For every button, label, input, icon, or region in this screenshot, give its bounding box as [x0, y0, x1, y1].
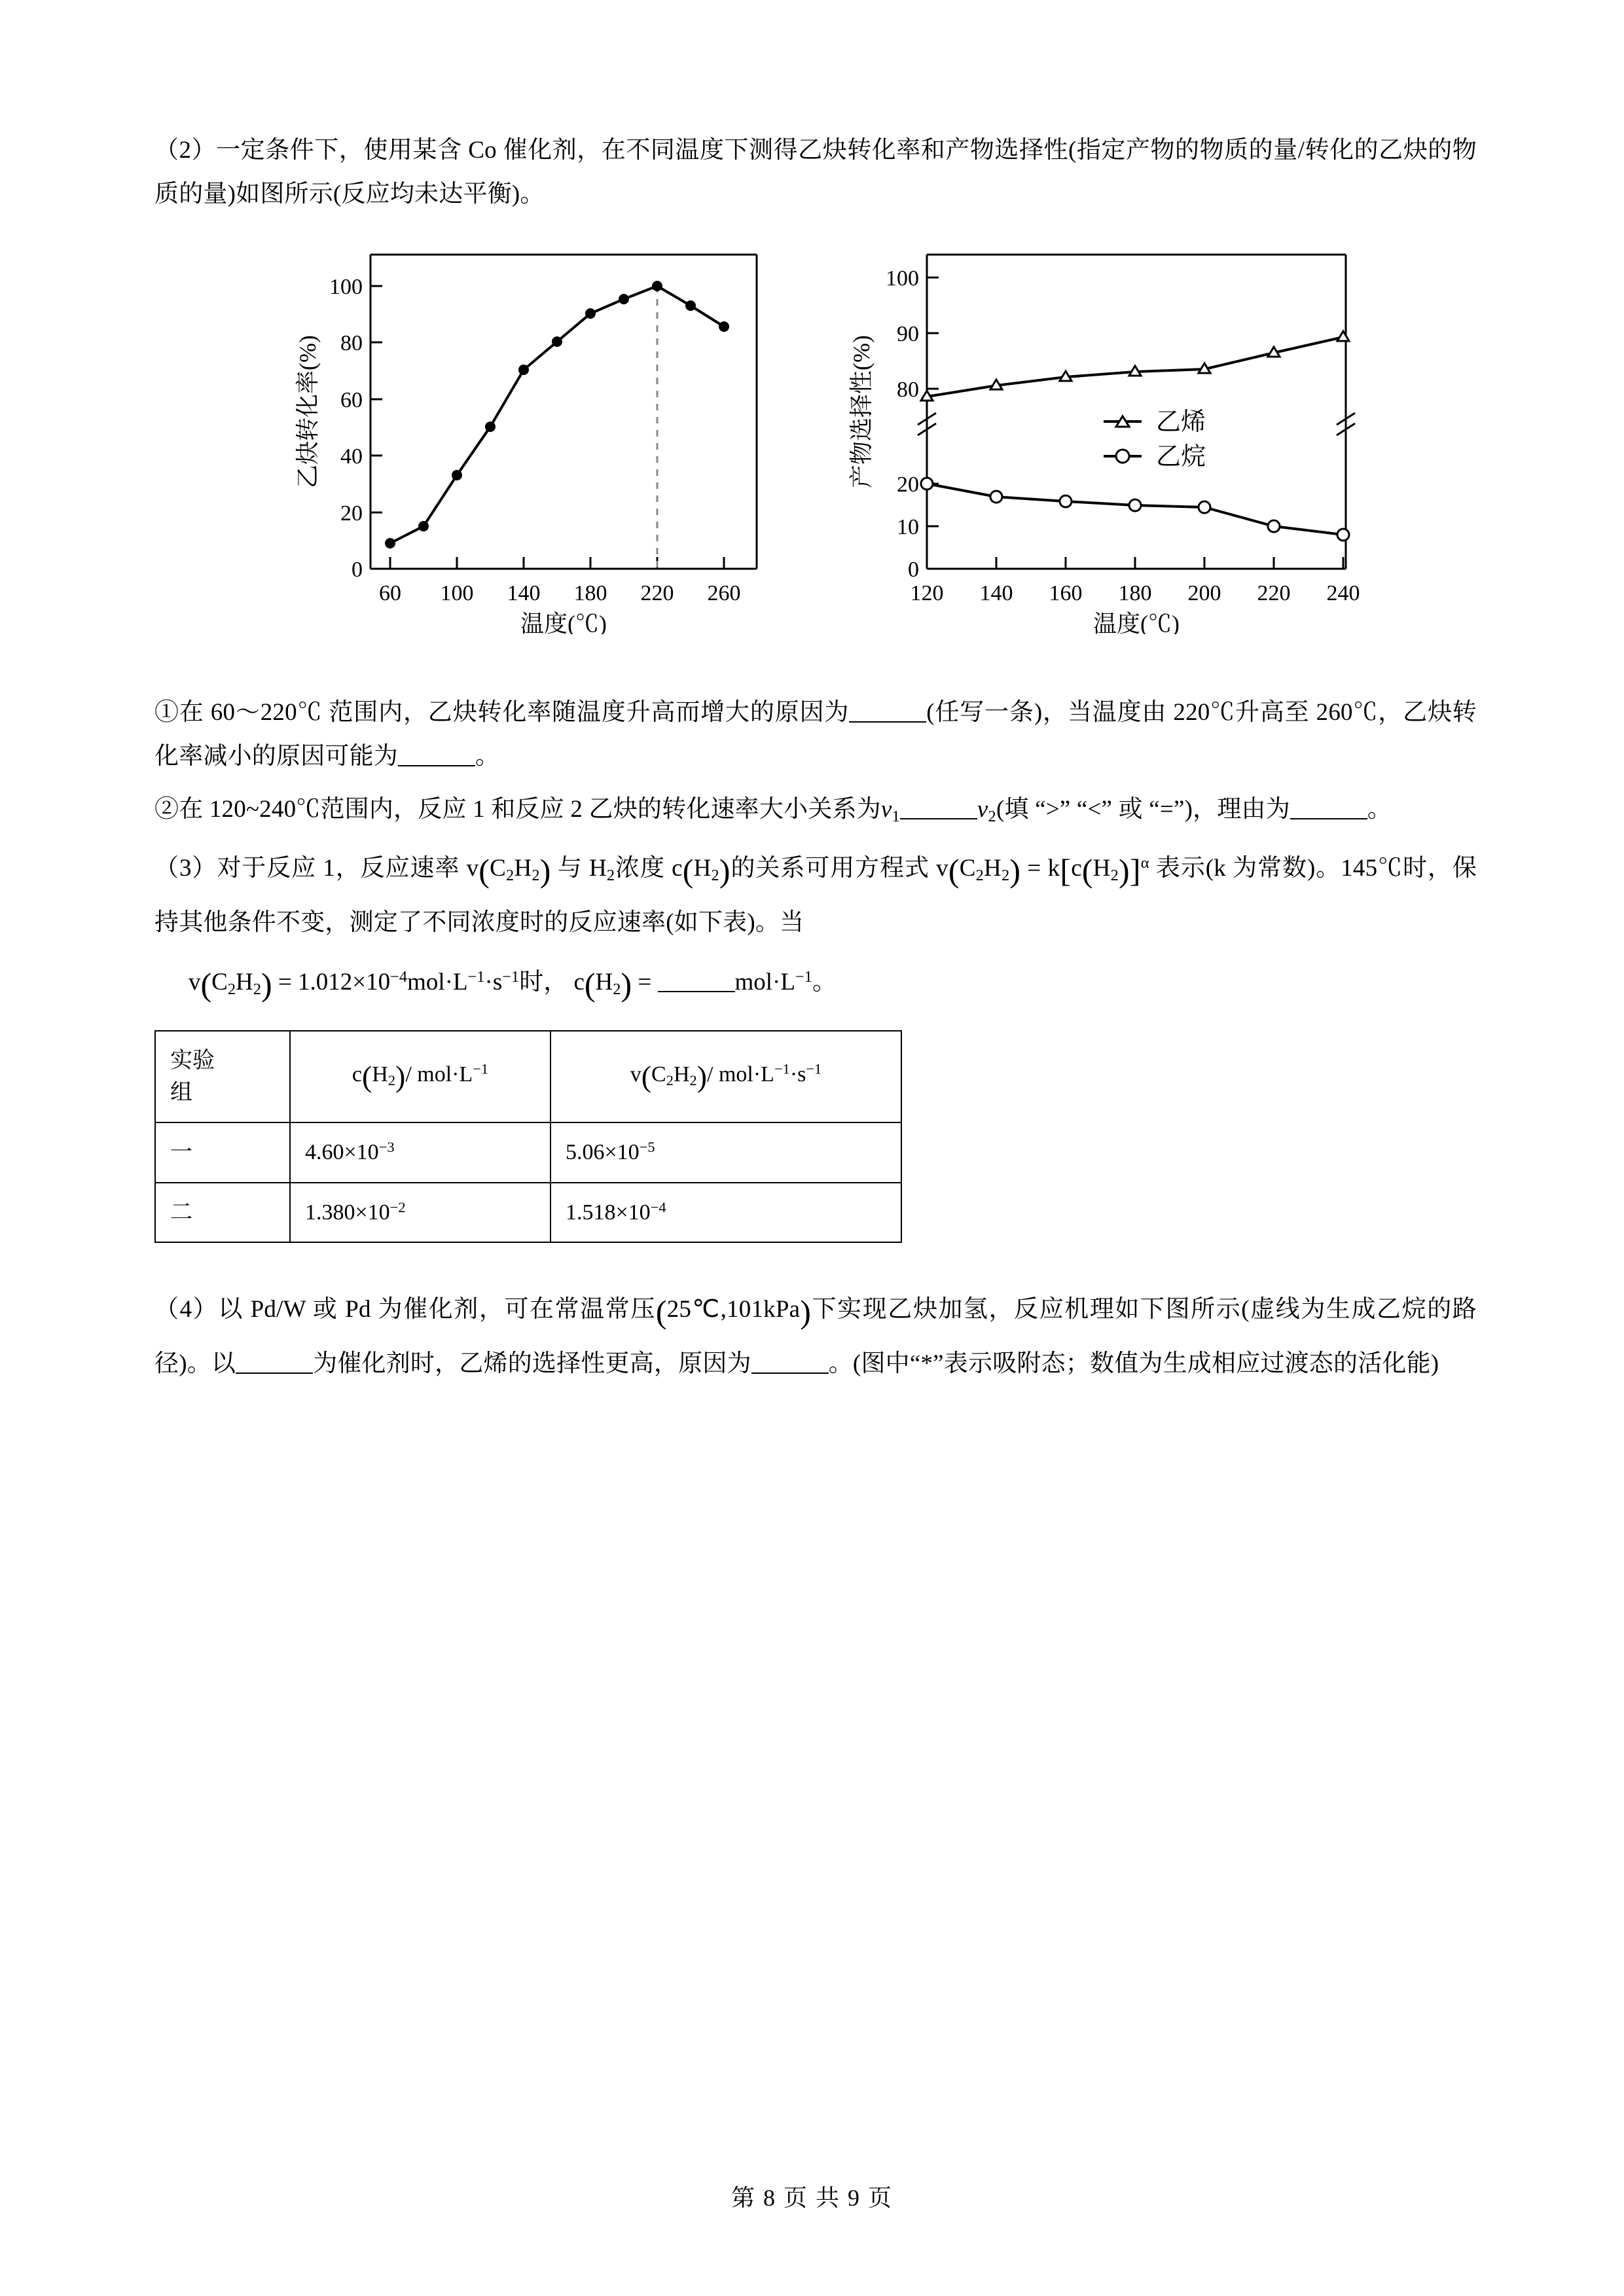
- sub-question-1-part-b: (任写一条)，当温度由 220℃升高至 260℃，乙炔转化率减小的原因可能为: [154, 698, 1477, 770]
- svg-text:200: 200: [1187, 581, 1221, 605]
- figure-group: [154, 228, 1477, 673]
- h-subscript: 2: [388, 1071, 396, 1088]
- svg-text:80: 80: [897, 377, 919, 402]
- rate-unit-exp1: −1: [774, 1060, 790, 1077]
- data-table: [154, 1030, 902, 1243]
- svg-text:100: 100: [329, 274, 363, 299]
- conc-unit-exp: −1: [795, 967, 812, 986]
- svg-text:80: 80: [340, 331, 363, 355]
- rate-unit: / mol·L: [707, 1062, 774, 1086]
- q4-part-c: 为催化剂时，乙烯的选择性更高，原因为: [313, 1350, 751, 1377]
- c-symbol: c: [352, 1062, 362, 1086]
- c-symbol: c: [573, 968, 585, 996]
- svg-text:220: 220: [640, 581, 674, 605]
- answer-blank[interactable]: [751, 1372, 829, 1374]
- conc-value: 1.380×10: [305, 1200, 390, 1225]
- line-end: 。: [812, 968, 837, 996]
- conc-unit: / mol·L: [405, 1062, 473, 1086]
- v2-symbol: v: [977, 796, 988, 823]
- rate-unit2: ·s: [789, 1062, 806, 1086]
- svg-text:乙烯: 乙烯: [1156, 408, 1206, 436]
- c-subscript: 2: [666, 1071, 674, 1088]
- cell-group: 一: [155, 1122, 290, 1182]
- sub-question-1-part-a: ①在 60～220℃ 范围内，乙炔转化率随温度升高而增大的原因为: [154, 698, 850, 726]
- table-row: [155, 1122, 901, 1182]
- sub-question-1-part-c: 。: [475, 742, 500, 770]
- rate-exponent: −4: [650, 1198, 666, 1215]
- rate-value: = 1.012×10: [278, 968, 391, 996]
- v1-symbol: v: [880, 796, 892, 823]
- svg-text:0: 0: [908, 557, 919, 582]
- question-4: （4）以 Pd/W 或 Pd 为催化剂，可在常温常压(25℃,101kPa)下实现乙炔加氢，反应机理如下图所示(虚线为生成乙烷的路径)。以 为催化剂时，乙烯的选择性更高，原因为 。(图中“*”表示吸附态；数值为生成相应过渡态的活化能): [154, 1293, 1477, 1377]
- svg-text:180: 180: [573, 581, 607, 605]
- svg-text:100: 100: [886, 266, 919, 291]
- header-cell-concentration: $c(H_2)/$ $mol\cdot L^{-1}$: [290, 1031, 550, 1123]
- alpha-exponent: α: [1140, 853, 1149, 872]
- rate-unit: mol·L: [407, 968, 468, 996]
- h-symbol: H: [514, 854, 532, 882]
- chart-acetylene-conversion: [272, 228, 789, 637]
- cell-group: 二: [155, 1183, 290, 1242]
- header-cell-group: [155, 1031, 290, 1123]
- q3-mid1: 与 H: [557, 854, 607, 882]
- svg-text:20: 20: [340, 501, 363, 526]
- svg-text:260: 260: [707, 581, 741, 605]
- q4-part-a: （4）以 Pd/W 或 Pd 为催化剂，可在常温常压: [154, 1295, 656, 1323]
- v2-subscript: 2: [988, 808, 996, 826]
- q3-mid1-sub: 2: [606, 866, 615, 884]
- chart-product-selectivity: [829, 228, 1372, 637]
- answer-blank[interactable]: [900, 818, 977, 819]
- svg-text:100: 100: [440, 581, 474, 605]
- svg-text:乙烷: 乙烷: [1156, 442, 1206, 471]
- rate-exponent: −4: [390, 967, 408, 986]
- page-footer: 第 8 页 共 9 页: [731, 2185, 893, 2211]
- q3-mid3: 的关系可用方程式 v: [730, 854, 948, 882]
- conc-exponent: −3: [378, 1139, 395, 1156]
- conc-unit-exp: −1: [473, 1060, 489, 1077]
- q4-condition: 25℃,101kPa: [666, 1295, 801, 1323]
- cell-rate: [550, 1183, 901, 1242]
- q3-eq-k: = k: [1027, 854, 1060, 882]
- cell-rate: [550, 1122, 901, 1182]
- v1-subscript: 1: [892, 808, 900, 826]
- v-symbol: v: [189, 968, 201, 996]
- page-content: [154, 128, 1477, 1395]
- svg-text:60: 60: [379, 581, 401, 605]
- rate-when: 时，: [519, 968, 568, 996]
- q3-mid2: 浓度 c: [615, 854, 683, 882]
- h-symbol: H: [693, 854, 712, 882]
- svg-text:90: 90: [897, 321, 919, 346]
- chart-left-xlabel: 温度(℃): [520, 610, 607, 634]
- q3-lead: （3）对于反应 1，反应速率 v: [154, 854, 479, 882]
- answer-blank[interactable]: [236, 1372, 313, 1374]
- svg-text:160: 160: [1049, 581, 1083, 605]
- h-symbol: H: [673, 1062, 690, 1086]
- table-row: [155, 1183, 901, 1242]
- c-symbol: C: [651, 1062, 666, 1086]
- answer-blank[interactable]: [849, 721, 926, 723]
- question-3-equation-line: $v(C_2H_2) = 1.012\times 10^{-4}mol\cdot L^{-1}\cdot s^{-1}$时， $c(H_2) = mol\cdot L^{-1}$。: [189, 965, 837, 1003]
- header-cell-rate: $v(C_2H_2)/$ $mol\cdot L^{-1}\cdot s^{-1}$: [550, 1031, 901, 1123]
- rate-exponent: −5: [639, 1139, 655, 1156]
- question-2-text: （2）一定条件下，使用某含 Co 催化剂，在不同温度下测得乙炔转化率和产物选择性(指定产物的物质的量/转化的乙炔的物质的量)如图所示(反应均未达平衡)。: [154, 137, 1477, 208]
- svg-text:40: 40: [340, 444, 363, 469]
- q3-tail: 表示(k 为常数)。145℃时，保持其他条件不变，测定了不同浓度时的反应速率(如下表)。当: [154, 854, 1477, 936]
- question-3: （3）对于反应 1，反应速率 $v(C_2H_2)$ 与 $H_2$浓度 $c(H_2)$的关系可用方程式 $v(C_2H_2) = k[c(H_2)]^\alpha$ 表示(k 为常数)。145℃时，保持其他条件不变，测定了不同浓度时的反应速率(如下表)。当: [154, 852, 1477, 936]
- rate-unit-exp2: −1: [806, 1060, 822, 1077]
- svg-text:0: 0: [352, 557, 363, 582]
- header-group-line1: 实验: [170, 1048, 215, 1073]
- rate-value: 5.06×10: [566, 1140, 640, 1165]
- rate-unit-exp2: −1: [502, 967, 520, 986]
- table-header-row: [155, 1031, 901, 1123]
- conc-unit: mol·L: [734, 968, 795, 996]
- h-subscript: 2: [689, 1071, 697, 1088]
- svg-text:140: 140: [507, 581, 541, 605]
- q4-part-d: 。(图中“*”表示吸附态；数值为生成相应过渡态的活化能): [828, 1350, 1439, 1377]
- rate-value: 1.518×10: [566, 1200, 651, 1225]
- sub-question-2-part-d: 。: [1367, 796, 1392, 823]
- svg-text:60: 60: [340, 387, 363, 412]
- svg-text:120: 120: [910, 581, 944, 605]
- svg-text:240: 240: [1326, 581, 1360, 605]
- cell-concentration: [290, 1122, 550, 1182]
- c-symbol: C: [490, 854, 507, 882]
- q4-part-b: 下实现乙炔加氢，反应机理如下图所示(虚线为生成乙烷的路径)。以: [154, 1295, 1477, 1377]
- sub-question-1: [154, 691, 1477, 779]
- answer-blank[interactable]: [398, 765, 475, 766]
- answer-blank[interactable]: [1290, 818, 1367, 819]
- v-symbol: v: [630, 1062, 641, 1086]
- cell-concentration: [290, 1183, 550, 1242]
- chart-left-svg: [272, 228, 789, 634]
- chart-right-svg: [829, 228, 1372, 634]
- sub-question-2-part-a: ②在 120~240℃范围内，反应 1 和反应 2 乙炔的转化速率大小关系为: [154, 796, 881, 823]
- rate-unit-mid: ·s: [484, 968, 503, 996]
- answer-blank[interactable]: [658, 991, 735, 992]
- rate-unit-exp1: −1: [467, 967, 485, 986]
- chart-right-ylabel: 产物选择性(%): [848, 334, 875, 488]
- sub-question-2-part-c: (填 “>” “<” 或 “=”)，理由为: [996, 796, 1290, 823]
- svg-text:10: 10: [897, 514, 919, 539]
- conc-exponent: −2: [389, 1198, 406, 1215]
- svg-text:220: 220: [1257, 581, 1291, 605]
- sub-question-2: [154, 787, 1477, 831]
- svg-text:20: 20: [897, 472, 919, 497]
- svg-text:180: 180: [1118, 581, 1152, 605]
- chart-right-xlabel: 温度(℃): [1093, 610, 1180, 634]
- conc-value: 4.60×10: [305, 1140, 379, 1165]
- header-group-line2: 组: [170, 1081, 192, 1105]
- svg-text:140: 140: [979, 581, 1013, 605]
- chart-right-legend: [1104, 408, 1206, 471]
- chart-left-ylabel: 乙炔转化率(%): [295, 334, 321, 488]
- h-symbol: H: [372, 1062, 388, 1086]
